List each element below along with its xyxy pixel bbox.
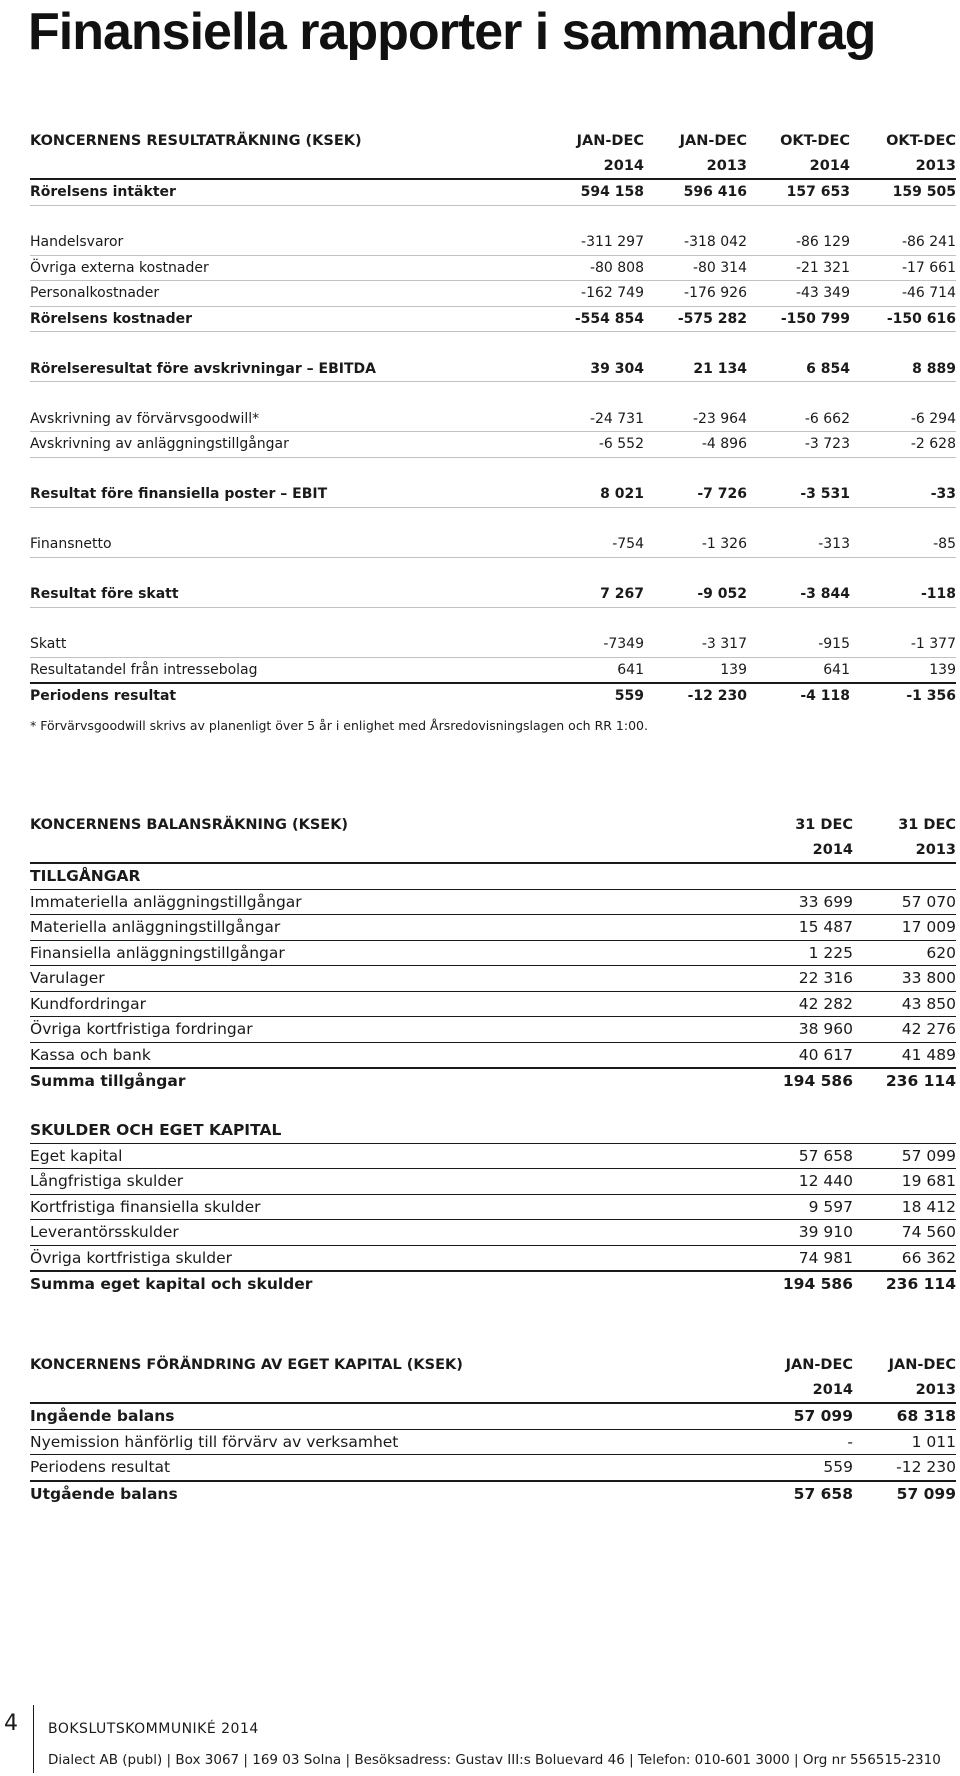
cell-value: 39 304 — [540, 357, 644, 382]
equity-changes-table — [30, 1352, 956, 1506]
cell-value: 159 505 — [850, 179, 956, 205]
table-row — [30, 1429, 956, 1455]
table-row — [30, 1143, 956, 1169]
cell-value: 40 617 — [750, 1042, 853, 1068]
row-label: Övriga kortfristiga skulder — [30, 1245, 750, 1271]
table-row — [30, 991, 956, 1017]
cell-value: -85 — [850, 532, 956, 557]
table-row — [30, 255, 956, 281]
cell-value: 194 586 — [782, 1072, 853, 1090]
col-label: JAN-DEC — [785, 1357, 853, 1373]
income-header-row — [30, 128, 956, 154]
col-year: 2014 — [750, 1378, 853, 1403]
table-row — [30, 966, 956, 992]
income-heading: KONCERNENS RESULTATRÄKNING (KSEK) — [30, 133, 362, 149]
cell-value: -12 230 — [687, 688, 747, 704]
cell-value: -33 — [850, 482, 956, 507]
table-row — [30, 1455, 956, 1481]
cell-value: -1 377 — [850, 632, 956, 657]
footnote: * Förvärvsgoodwill skrivs av planenligt över 5 år i enlighet med Årsredovisningslagen och RR 1:00. — [30, 718, 648, 733]
cell-value: 74 981 — [750, 1245, 853, 1271]
cell-value: 39 910 — [750, 1220, 853, 1246]
cell-value: 6 854 — [747, 357, 850, 382]
row-label: Avskrivning av förvärvsgoodwill* — [30, 407, 540, 432]
table-row — [30, 915, 956, 941]
cell-value: -3 844 — [747, 582, 850, 607]
cell-value: 620 — [853, 940, 956, 966]
cell-value: 236 114 — [885, 1072, 956, 1090]
row-label: Resultat före finansiella poster – EBIT — [30, 482, 540, 507]
col-year: 2013 — [644, 154, 747, 179]
cell-value: -6 294 — [850, 407, 956, 432]
cell-value: -176 926 — [644, 281, 747, 307]
company-address: Dialect AB (publ) | Box 3067 | 169 03 Solna | Besöksadress: Gustav III:s Boluevard 46 | Telefon: 010-601 3000 | Org nr 556515-2310 — [48, 1752, 941, 1768]
table-row — [30, 306, 956, 332]
table-row — [30, 432, 956, 458]
table-row — [30, 482, 956, 507]
cell-value: -162 749 — [540, 281, 644, 307]
cell-value: 74 560 — [853, 1220, 956, 1246]
cell-value: 194 586 — [782, 1275, 853, 1293]
cell-value: 18 412 — [853, 1194, 956, 1220]
cell-value: 596 416 — [644, 179, 747, 205]
cell-value: 236 114 — [885, 1275, 956, 1293]
cell-value: 17 009 — [853, 915, 956, 941]
cell-value: 139 — [850, 657, 956, 683]
table-row — [30, 1042, 956, 1068]
cell-value: -6 552 — [540, 432, 644, 458]
cell-value: -46 714 — [850, 281, 956, 307]
cell-value: 15 487 — [750, 915, 853, 941]
table-row — [30, 407, 956, 432]
table-row — [30, 632, 956, 657]
cell-value: 139 — [644, 657, 747, 683]
cell-value: 66 362 — [853, 1245, 956, 1271]
table-row — [30, 657, 956, 683]
cell-value: -313 — [747, 532, 850, 557]
row-label: Ingående balans — [30, 1403, 750, 1429]
table-row — [30, 683, 956, 709]
cell-value: -554 854 — [540, 306, 644, 332]
cell-value: 57 658 — [750, 1143, 853, 1169]
table-row — [30, 1068, 956, 1094]
table-row — [30, 940, 956, 966]
table-row — [30, 1169, 956, 1195]
cell-value: -9 052 — [644, 582, 747, 607]
row-label: Immateriella anläggningstillgångar — [30, 889, 750, 915]
assets-heading: TILLGÅNGAR — [30, 863, 956, 889]
table-row — [30, 889, 956, 915]
row-label: Resultat före skatt — [30, 582, 540, 607]
publication-name: BOKSLUTSKOMMUNIKÉ 2014 — [48, 1721, 259, 1737]
income-year-row — [30, 154, 956, 179]
table-row — [30, 281, 956, 307]
cell-value: 42 276 — [853, 1017, 956, 1043]
row-label: Utgående balans — [30, 1484, 178, 1503]
table-row — [30, 357, 956, 382]
row-label: Leverantörsskulder — [30, 1220, 750, 1246]
cell-value: -150 616 — [850, 306, 956, 332]
col-year: 2014 — [747, 154, 850, 179]
row-label: Materiella anläggningstillgångar — [30, 915, 750, 941]
cell-value: 42 282 — [750, 991, 853, 1017]
cell-value: -80 808 — [540, 255, 644, 281]
row-label: Personalkostnader — [30, 281, 540, 307]
row-label: Finansiella anläggningstillgångar — [30, 940, 750, 966]
row-label: Rörelsens intäkter — [30, 179, 540, 205]
col-label: 31 DEC — [898, 817, 956, 833]
table-row — [30, 1481, 956, 1507]
col-year: 2013 — [853, 838, 956, 863]
cell-value: 7 267 — [540, 582, 644, 607]
col-label: OKT-DEC — [886, 133, 956, 149]
cell-value: -21 321 — [747, 255, 850, 281]
row-label: Kundfordringar — [30, 991, 750, 1017]
income-statement-table — [30, 128, 956, 709]
row-label: Långfristiga skulder — [30, 1169, 750, 1195]
cell-value: -2 628 — [850, 432, 956, 458]
cell-value: -6 662 — [747, 407, 850, 432]
cell-value: 43 850 — [853, 991, 956, 1017]
row-label: Eget kapital — [30, 1143, 750, 1169]
cell-value: -1 356 — [906, 688, 956, 704]
table-row — [30, 230, 956, 255]
cell-value: -43 349 — [747, 281, 850, 307]
col-label: JAN-DEC — [888, 1357, 956, 1373]
cell-value: -318 042 — [644, 230, 747, 255]
cell-value: -754 — [540, 532, 644, 557]
row-label: Rörelseresultat före avskrivningar – EBITDA — [30, 357, 540, 382]
cell-value: -575 282 — [644, 306, 747, 332]
cell-value: -915 — [747, 632, 850, 657]
cell-value: 594 158 — [540, 179, 644, 205]
cell-value: 57 099 — [896, 1484, 956, 1503]
col-year: 2014 — [540, 154, 644, 179]
cell-value: 38 960 — [750, 1017, 853, 1043]
cell-value: -7349 — [540, 632, 644, 657]
cell-value: 22 316 — [750, 966, 853, 992]
cell-value: 12 440 — [750, 1169, 853, 1195]
cell-value: -1 326 — [644, 532, 747, 557]
balance-sheet-table — [30, 812, 956, 1297]
row-label: Skatt — [30, 632, 540, 657]
table-row — [30, 1220, 956, 1246]
col-year: 2013 — [850, 154, 956, 179]
equity-year-row — [30, 1378, 956, 1403]
col-label: JAN-DEC — [679, 133, 747, 149]
row-label: Rörelsens kostnader — [30, 306, 540, 332]
col-year: 2013 — [853, 1378, 956, 1403]
cell-value: 559 — [614, 688, 644, 704]
cell-value: 157 653 — [747, 179, 850, 205]
col-label: JAN-DEC — [576, 133, 644, 149]
col-label: 31 DEC — [795, 817, 853, 833]
cell-value: 8 021 — [540, 482, 644, 507]
cell-value: 57 070 — [853, 889, 956, 915]
cell-value: -24 731 — [540, 407, 644, 432]
cell-value: -4 118 — [800, 688, 850, 704]
cell-value: -12 230 — [853, 1455, 956, 1481]
section-heading — [30, 1118, 956, 1143]
row-label: Handelsvaror — [30, 230, 540, 255]
page-title: Finansiella rapporter i sammandrag — [28, 3, 876, 61]
cell-value: 9 597 — [750, 1194, 853, 1220]
cell-value: 19 681 — [853, 1169, 956, 1195]
cell-value: -23 964 — [644, 407, 747, 432]
cell-value: -7 726 — [644, 482, 747, 507]
cell-value: -86 129 — [747, 230, 850, 255]
cell-value: -80 314 — [644, 255, 747, 281]
table-row — [30, 1245, 956, 1271]
row-label: Resultatandel från intressebolag — [30, 657, 540, 683]
table-row — [30, 1403, 956, 1429]
page-number: 4 — [4, 1711, 18, 1736]
row-label: Summa tillgångar — [30, 1072, 186, 1090]
cell-value: 641 — [747, 657, 850, 683]
row-label: Summa eget kapital och skulder — [30, 1275, 313, 1293]
row-label: Nyemission hänförlig till förvärv av verksamhet — [30, 1429, 750, 1455]
row-label: Kassa och bank — [30, 1042, 750, 1068]
table-row — [30, 1017, 956, 1043]
cell-value: 559 — [750, 1455, 853, 1481]
table-row — [30, 582, 956, 607]
cell-value: 57 099 — [853, 1143, 956, 1169]
equity-heading: KONCERNENS FÖRÄNDRING AV EGET KAPITAL (KSEK) — [30, 1357, 463, 1373]
cell-value: 33 699 — [750, 889, 853, 915]
cell-value: 641 — [540, 657, 644, 683]
col-label: OKT-DEC — [780, 133, 850, 149]
cell-value: 8 889 — [850, 357, 956, 382]
cell-value: 33 800 — [853, 966, 956, 992]
cell-value: 21 134 — [644, 357, 747, 382]
cell-value: 57 099 — [750, 1403, 853, 1429]
cell-value: -311 297 — [540, 230, 644, 255]
cell-value: 68 318 — [853, 1403, 956, 1429]
row-label: Övriga externa kostnader — [30, 255, 540, 281]
cell-value: 41 489 — [853, 1042, 956, 1068]
cell-value: - — [750, 1429, 853, 1455]
equity-header-row — [30, 1352, 956, 1378]
cell-value: -118 — [850, 582, 956, 607]
row-label: Periodens resultat — [30, 1455, 750, 1481]
table-row — [30, 1194, 956, 1220]
cell-value: 57 658 — [793, 1484, 853, 1503]
section-heading — [30, 863, 956, 889]
col-year: 2014 — [750, 838, 853, 863]
balance-heading: KONCERNENS BALANSRÄKNING (KSEK) — [30, 817, 349, 833]
cell-value: 1 011 — [853, 1429, 956, 1455]
table-row — [30, 179, 956, 205]
cell-value: -4 896 — [644, 432, 747, 458]
cell-value: -3 317 — [644, 632, 747, 657]
table-row — [30, 532, 956, 557]
footer-divider — [33, 1705, 34, 1773]
cell-value: -3 723 — [747, 432, 850, 458]
table-row — [30, 1271, 956, 1297]
row-label: Övriga kortfristiga fordringar — [30, 1017, 750, 1043]
cell-value: -86 241 — [850, 230, 956, 255]
row-label: Varulager — [30, 966, 750, 992]
cell-value: -17 661 — [850, 255, 956, 281]
cell-value: 1 225 — [750, 940, 853, 966]
row-label: Periodens resultat — [30, 688, 177, 704]
balance-year-row — [30, 838, 956, 863]
row-label: Avskrivning av anläggningstillgångar — [30, 432, 540, 458]
row-label: Kortfristiga finansiella skulder — [30, 1194, 750, 1220]
row-label: Finansnetto — [30, 532, 540, 557]
cell-value: -3 531 — [747, 482, 850, 507]
liabilities-heading: SKULDER OCH EGET KAPITAL — [30, 1118, 956, 1143]
cell-value: -150 799 — [747, 306, 850, 332]
balance-header-row — [30, 812, 956, 838]
